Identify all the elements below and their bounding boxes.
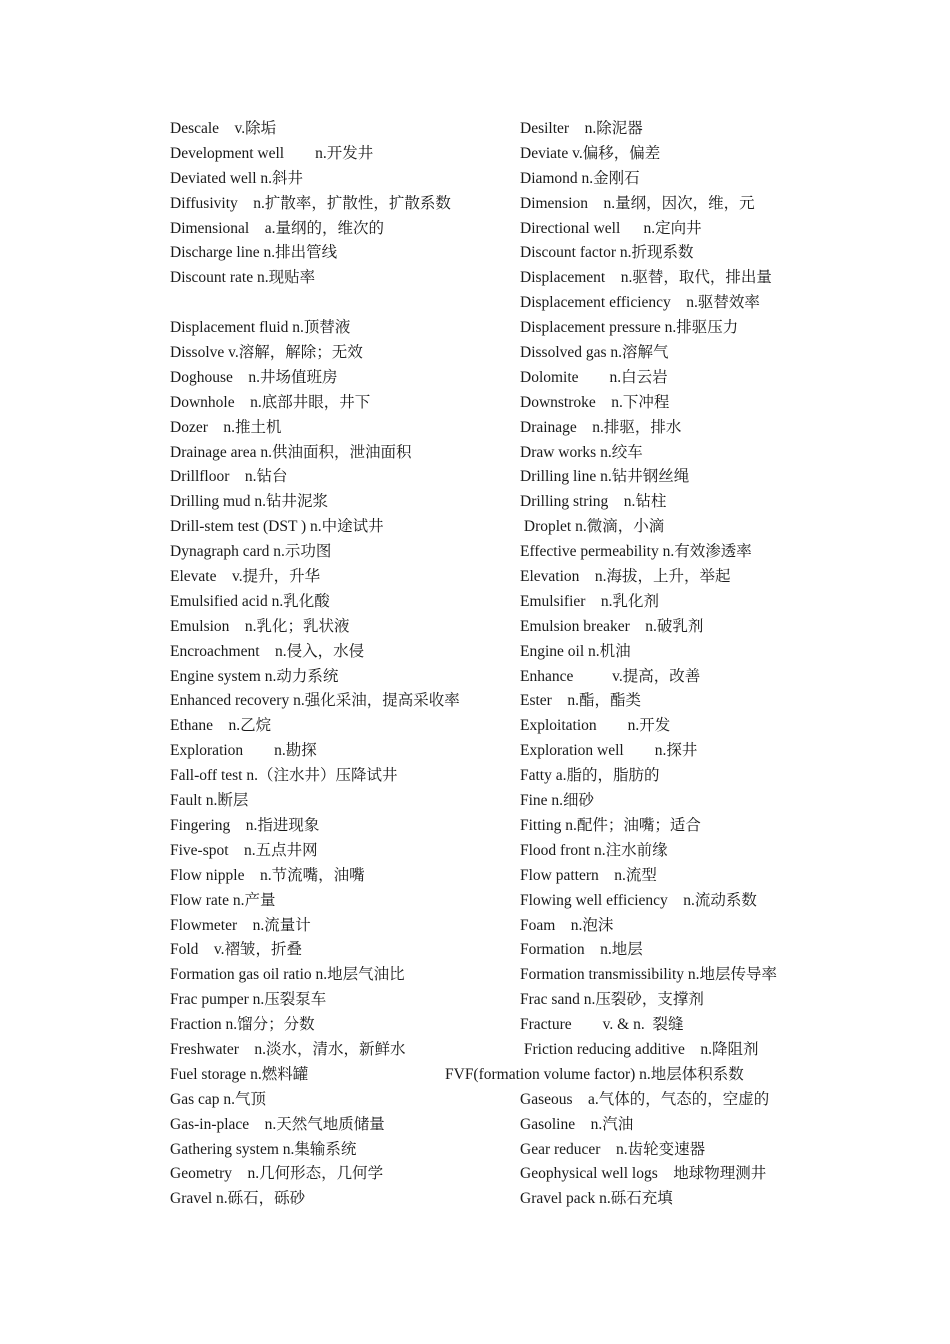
glossary-entry: Fitting n.配件；油嘴；适合 [520,816,701,834]
right-glossary-column [445,117,920,1212]
glossary-entry: FVF(formation volume factor) n.地层体积系数 [445,1065,744,1083]
glossary-entry: Friction reducing additive n.降阻剂 [520,1040,759,1058]
glossary-entry: Diffusivity n.扩散率，扩散性，扩散系数 [170,194,451,212]
glossary-entry: Foam n.泡沫 [520,916,614,934]
glossary-entry: Dynagraph card n.示功图 [170,543,332,561]
glossary-entry: Fatty a.脂的，脂肪的 [520,767,660,785]
glossary-entry: Dimensional a.量纲的，维次的 [170,219,384,237]
glossary-entry: Formation n.地层 [520,941,643,959]
glossary-entry: Displacement fluid n.顶替液 [170,319,351,337]
glossary-entry: Drillfloor n.钻台 [170,468,288,486]
glossary-entry: Fall-off test n.（注水井）压降试井 [170,767,398,785]
glossary-entry: Engine system n.动力系统 [170,667,339,685]
left-glossary-column [170,117,510,1212]
glossary-entry: Emulsified acid n.乳化酸 [170,592,330,610]
glossary-entry: Development well n.开发井 [170,144,374,162]
glossary-entry: Drill-stem test (DST ) n.中途试井 [170,518,384,536]
glossary-entry: Exploration well n.探井 [520,742,698,760]
glossary-entry: Frac sand n.压裂砂，支撑剂 [520,991,704,1009]
glossary-entry: Drainage area n.供油面积，泄油面积 [170,443,412,461]
glossary-entry: Deviate v.偏移，偏差 [520,144,661,162]
glossary-entry: Gathering system n.集输系统 [170,1140,357,1158]
glossary-entry: Drilling line n.钻井钢丝绳 [520,468,690,486]
blank-line [170,291,510,316]
glossary-entry: Fault n.断层 [170,792,249,810]
glossary-entry: Effective permeability n.有效渗透率 [520,543,752,561]
glossary-entry: Draw works n.绞车 [520,443,643,461]
glossary-entry: Directional well n.定向井 [520,219,702,237]
glossary-entry: Geometry n.几何形态，几何学 [170,1165,384,1183]
glossary-entry: Frac pumper n.压裂泵车 [170,991,327,1009]
glossary-entry: Dimension n.量纲，因次，维，元 [520,194,755,212]
glossary-entry: Deviated well n.斜井 [170,169,304,187]
glossary-entry: Ethane n.乙烷 [170,717,272,735]
glossary-entry: Gravel pack n.砾石充填 [520,1190,673,1208]
glossary-entry: Desilter n.除泥器 [520,120,643,137]
glossary-entry: Formation gas oil ratio n.地层气油比 [170,966,405,984]
glossary-entry: Exploration n.勘探 [170,742,317,760]
glossary-entry: Elevate v.提升，升华 [170,568,321,586]
glossary-entry: Drainage n.排驱，排水 [520,418,682,436]
glossary-entry: Elevation n.海拔，上升，举起 [520,568,731,586]
glossary-entry: Downstroke n.下冲程 [520,393,670,411]
glossary-entry: Discharge line n.排出管线 [170,244,338,262]
glossary-entry: Diamond n.金刚石 [520,169,640,187]
glossary-entry: Flowing well efficiency n.流动系数 [520,891,757,909]
glossary-entry: Displacement efficiency n.驱替效率 [520,294,760,312]
glossary-entry: Fine n.细砂 [520,792,595,810]
glossary-entry: Emulsifier n.乳化剂 [520,592,660,610]
glossary-entry: Dissolved gas n.溶解气 [520,344,669,362]
glossary-entry: Fraction n.馏分；分数 [170,1016,315,1034]
glossary-entry: Engine oil n.机油 [520,642,631,660]
glossary-entry: Discount rate n.现贴率 [170,269,316,287]
glossary-entry: Five-spot n.五点井网 [170,841,318,859]
glossary-entry: Discount factor n.折现系数 [520,244,694,262]
glossary-entry: Fingering n.指进现象 [170,816,320,834]
glossary-entry: Dissolve v.溶解，解除；无效 [170,344,363,362]
glossary-entry: Exploitation n.开发 [520,717,671,735]
glossary-entry: Fuel storage n.燃料罐 [170,1065,309,1083]
glossary-entry: Droplet n.微滴，小滴 [520,518,665,536]
glossary-entry: Flow pattern n.流型 [520,866,657,884]
glossary-entry: Gas cap n.气顶 [170,1090,266,1108]
glossary-entry: Downhole n.底部井眼，井下 [170,393,371,411]
glossary-entry: Encroachment n.侵入，水侵 [170,642,365,660]
glossary-entry: Gravel n.砾石，砾砂 [170,1190,306,1208]
glossary-entry: Gas-in-place n.天然气地质储量 [170,1115,385,1133]
glossary-entry: Geophysical well logs 地球物理测井 [520,1165,767,1183]
glossary-entry: Displacement n.驱替，取代，排出量 [520,269,772,287]
glossary-entry: Gasoline n.汽油 [520,1115,634,1133]
glossary-entry: Emulsion n.乳化；乳状液 [170,617,350,635]
glossary-entry: Formation transmissibility n.地层传导率 [520,966,778,984]
glossary-entry: Fold v.褶皱，折叠 [170,941,303,959]
glossary-entry: Drilling mud n.钻井泥浆 [170,493,329,511]
glossary-entry: Gear reducer n.齿轮变速器 [520,1140,706,1158]
glossary-entry: Descale v.除垢 [170,120,277,137]
glossary-entry: Flowmeter n.流量计 [170,916,311,934]
glossary-entry: Freshwater n.淡水，清水，新鲜水 [170,1040,406,1058]
glossary-entry: Fracture v. & n. 裂缝 [520,1016,684,1034]
glossary-entry: Flow nipple n.节流嘴，油嘴 [170,866,365,884]
glossary-entry: Doghouse n.井场值班房 [170,368,338,386]
glossary-entry: Gaseous a.气体的，气态的，空虚的 [520,1090,770,1108]
glossary-entry: Dozer n.推土机 [170,418,282,436]
glossary-entry: Enhance v.提高，改善 [520,667,701,685]
glossary-entry: Drilling string n.钻柱 [520,493,667,511]
glossary-entry: Ester n.酯，酯类 [520,692,641,710]
glossary-entry: Dolomite n.白云岩 [520,368,668,386]
glossary-entry: Emulsion breaker n.破乳剂 [520,617,704,635]
glossary-entry: Displacement pressure n.排驱压力 [520,319,739,337]
glossary-entry: Flood front n.注水前缘 [520,841,668,859]
glossary-entry: Flow rate n.产量 [170,891,276,909]
glossary-entry: Enhanced recovery n.强化采油，提高采收率 [170,692,460,710]
